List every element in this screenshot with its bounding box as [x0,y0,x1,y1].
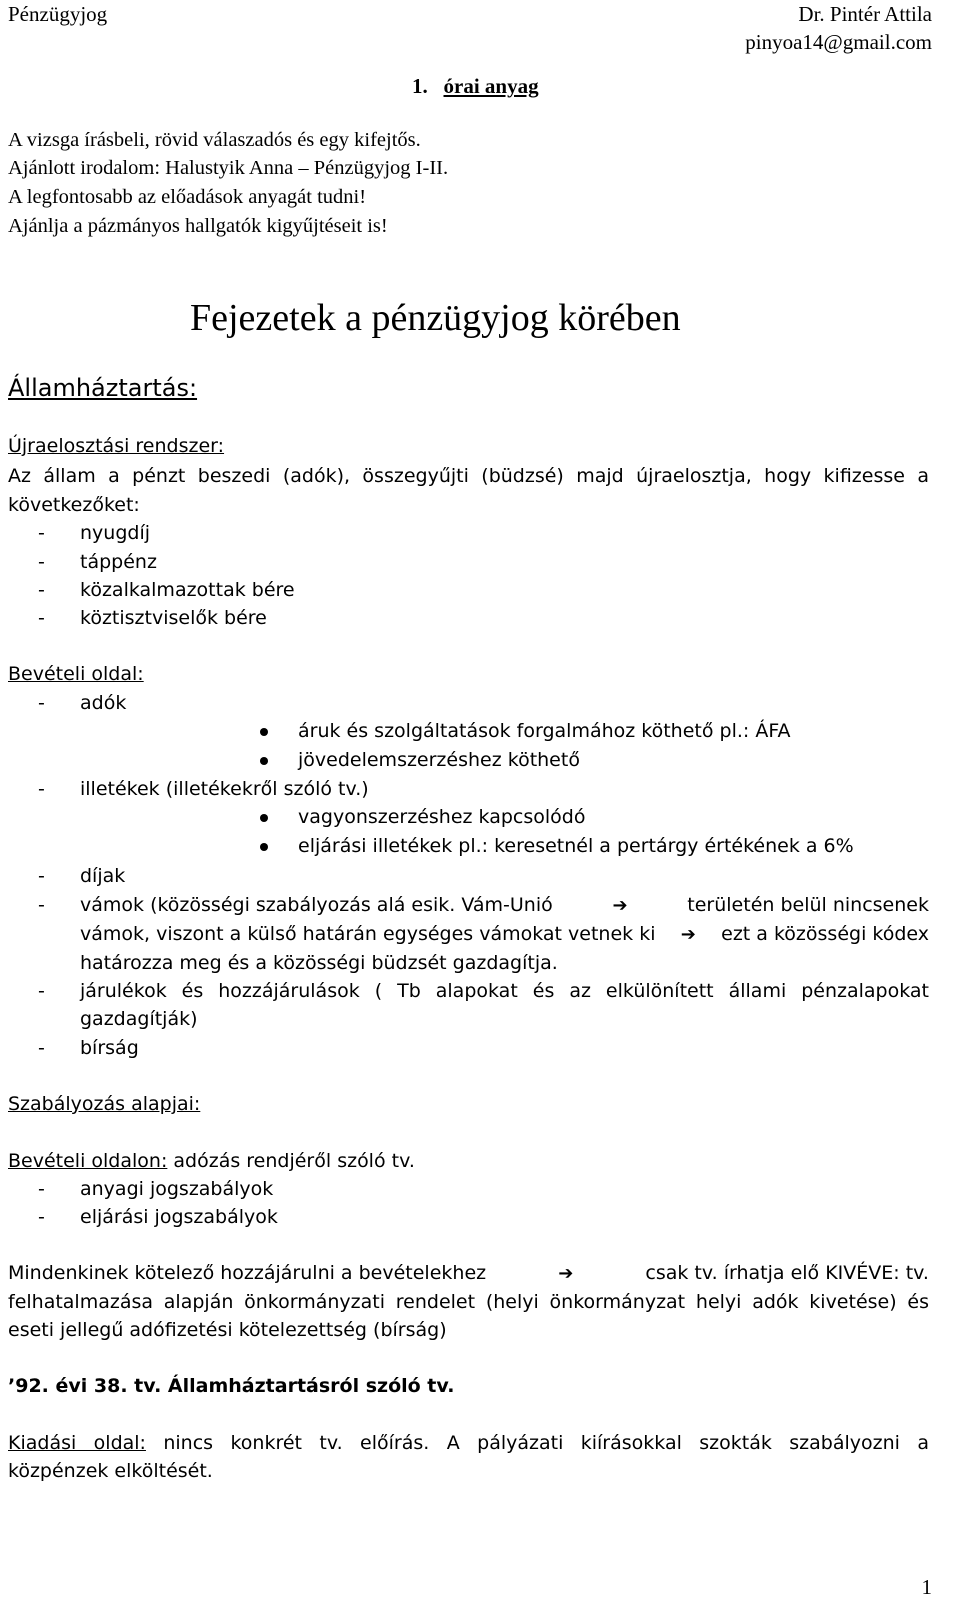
lesson-title: órai anyag [443,74,539,98]
fee-bullet-2: eljárási illetékek pl.: keresetnél a pertárgy értékének a 6% [298,835,854,857]
redistribution-text-2: következőket: [8,494,140,516]
list-item: - nyugdíj [38,522,151,544]
redistribution-text-1: Az állam a pénzt beszedi (adók), összegyűjti (büdzsé) majd újraelosztja, hogy kifizesse a [8,465,929,487]
chapter-title: Fejezetek a pénzügyjog körében [190,297,681,339]
right-arrow-icon: ➔ [558,1263,574,1284]
revenue-fees: - illetékek (illetékekről szóló tv.) [38,778,369,800]
customs-line-1: vámok (közösségi szabályozás alá esik. Vám-Unió ➔ területén belül nincsenek [80,891,929,920]
revenue-contrib-dash: - [38,980,45,1002]
list-item: - közalkalmazottak bére [38,579,295,601]
regulation-revenue: Bevételi oldalon: adózás rendjéről szóló tv. [8,1150,415,1172]
right-arrow-icon: ➔ [612,895,628,916]
bullet-icon [260,728,268,736]
list-item: - eljárási jogszabályok [38,1206,278,1228]
customs-line-3: határozza meg és a közösségi büdzsét gazdagítja. [80,952,558,974]
list-item: - táppénz [38,551,157,573]
bullet-icon [260,814,268,822]
contrib-line-1: járulékok és hozzájárulások ( Tb alapokat és az elkülönített állami pénzalapokat [80,980,929,1002]
intro-line-1: A vizsga írásbeli, rövid válaszadós és egy kifejtős. [8,129,421,151]
contrib-line-2: gazdagítják) [80,1008,198,1030]
revenue-fine: - bírság [38,1037,139,1059]
lesson-heading [412,72,539,101]
revenue-heading: Bevételi oldal: [8,663,144,685]
act-reference: ’92. évi 38. tv. Államháztartásról szóló tv. [8,1375,455,1397]
tax-bullet-1: áruk és szolgáltatások forgalmához köthető pl.: ÁFA [298,720,791,742]
bullet-icon [260,757,268,765]
lesson-number: 1. [412,74,428,98]
intro-line-3: A legfontosabb az előadások anyagát tudni! [8,186,367,208]
customs-line-2: vámok, viszont a külső határán egységes vámokat vetnek ki ➔ ezt a közösségi kódex [80,920,929,949]
mandatory-line-2: felhatalmazása alapján önkormányzati rendelet (helyi önkormányzat helyi adók kivetése) és [8,1291,929,1313]
header-author: Dr. Pintér Attila [798,2,932,26]
intro-line-4: Ajánlja a pázmányos hallgatók kigyűjtéseit is! [8,215,388,237]
revenue-charges: - díjak [38,865,126,887]
tax-bullet-2: jövedelemszerzéshez köthető [298,749,580,771]
header-email: pinyoa14@gmail.com [745,30,932,54]
right-arrow-icon: ➔ [680,924,696,945]
section-title: Államháztartás: [8,374,198,402]
header-course: Pénzügyjog [8,2,108,26]
bullet-icon [260,843,268,851]
mandatory-line-3: eseti jellegű adófizetési kötelezettség (bírság) [8,1319,447,1341]
revenue-customs-dash: - [38,894,45,916]
expense-line-1: Kiadási oldal: nincs konkrét tv. előírás. A pályázati kiírásokkal szokták szabályozni a [8,1432,929,1454]
intro-line-2: Ajánlott irodalom: Halustyik Anna – Pénzügyjog I-II. [8,157,449,179]
page-number: 1 [921,1575,932,1599]
list-item: - anyagi jogszabályok [38,1178,274,1200]
revenue-taxes: - adók [38,692,127,714]
redistribution-heading: Újraelosztási rendszer: [8,435,225,457]
fee-bullet-1: vagyonszerzéshez kapcsolódó [298,806,586,828]
mandatory-line-1: Mindenkinek kötelező hozzájárulni a bevételekhez ➔ csak tv. írhatja elő KIVÉVE: tv. [8,1259,929,1288]
regulation-heading: Szabályozás alapjai: [8,1093,201,1115]
expense-line-2: közpénzek elköltését. [8,1460,213,1482]
list-item: - köztisztviselők bére [38,607,267,629]
